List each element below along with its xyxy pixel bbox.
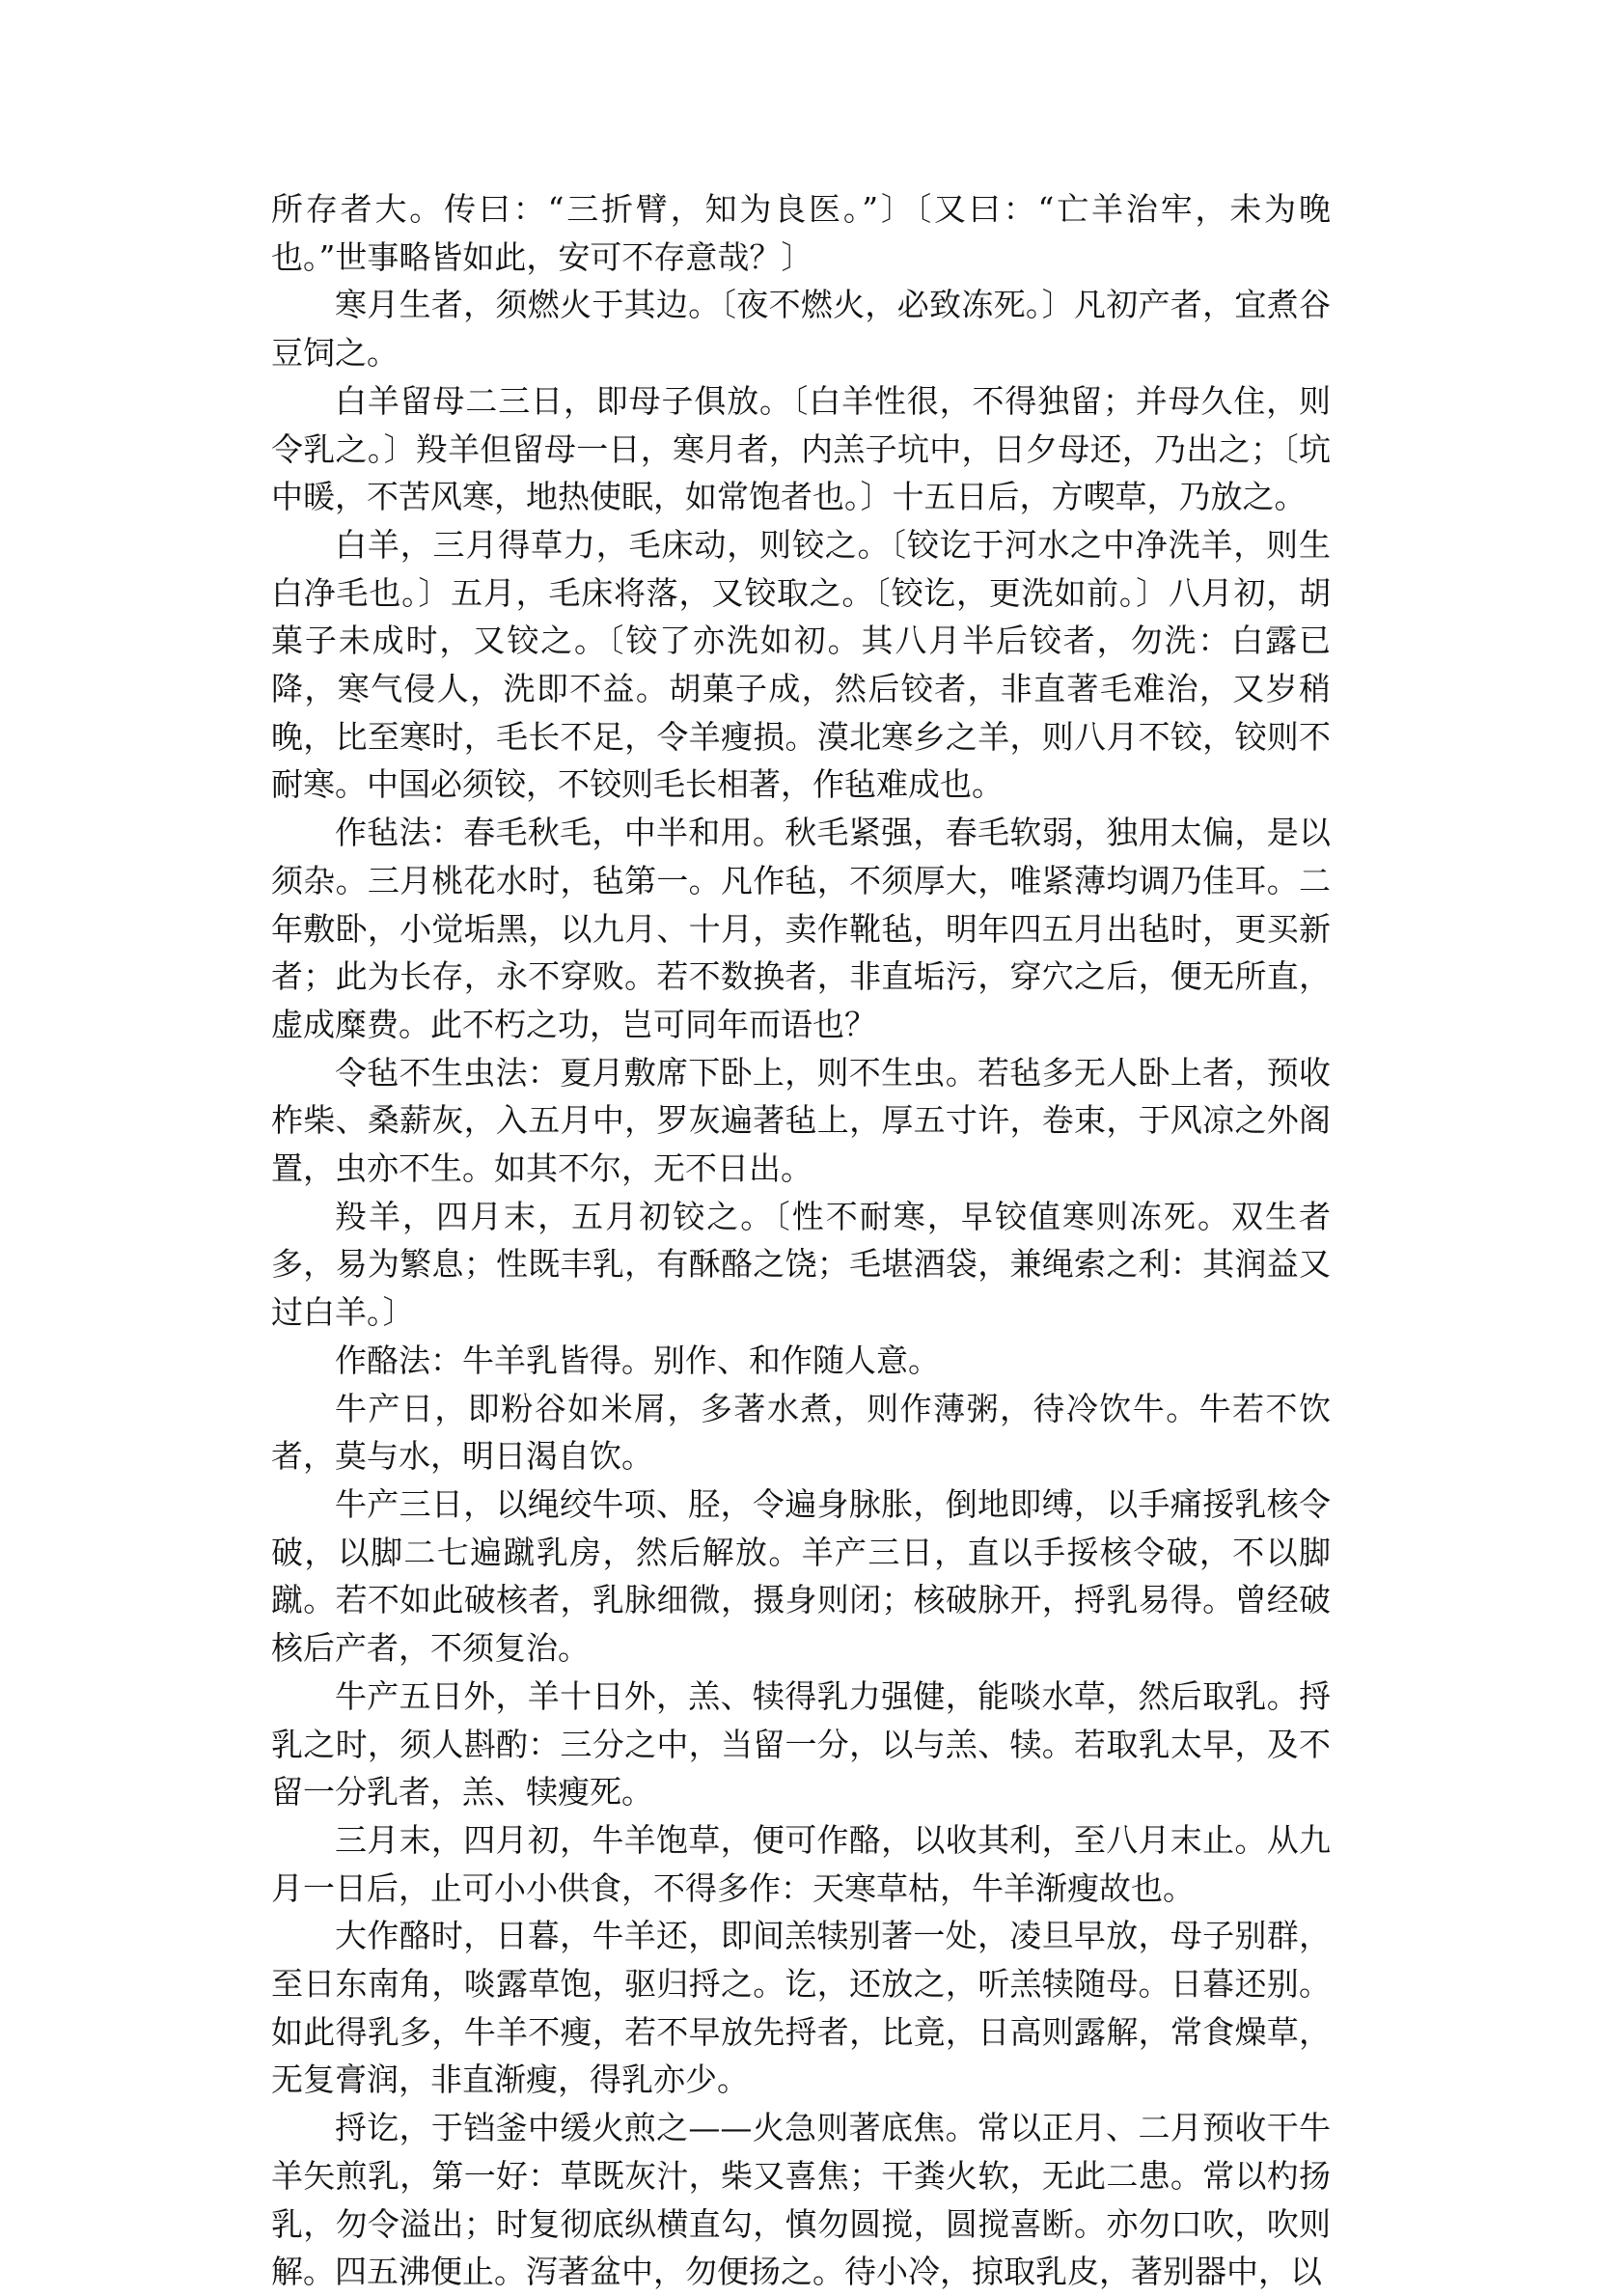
paragraph-5: 作毡法：春毛秋毛，中半和用。秋毛紧强，春毛软弱，独用太偏，是以须杂。三月桃花水时，毡第一。凡作毡，不须厚大，唯紧薄均调乃佳耳。二年敷卧，小觉垢黑，以九月、十月，卖作靴毡，明年四五月出毡时，更买新者；此为长存，永不穿败。若不数换者，非直垢污，穿穴之后，便无所直，虚成糜费。此不朽之功，岂可同年而语也？	[271, 814, 1331, 1043]
paragraph-11: 牛产五日外，羊十日外，羔、犊得乳力强健，能啖水草，然后取乳。捋乳之时，须人斟酌：三分之中，当留一分，以与羔、犊。若取乳太早，及不留一分乳者，羔、犊瘦死。	[271, 1676, 1331, 1812]
paragraph-7: 羖羊，四月末，五月初铰之。〔性不耐寒，早铰值寒则冻死。双生者多，易为繁息；性既丰乳，有酥酪之饶；毛堪酒袋，兼绳索之利：其润益又过白羊。〕	[271, 1197, 1331, 1332]
paragraph-6: 令毡不生虫法：夏月敷席下卧上，则不生虫。若毡多无人卧上者，预收柞柴、桑薪灰，入五月中，罗灰遍著毡上，厚五寸许，卷束，于风凉之外阁置，虫亦不生。如其不尔，无不日出。	[271, 1053, 1331, 1188]
paragraph-1: 所存者大。传曰：“三折臂，知为良医。”〕〔又曰：“亡羊治牢，未为晚也。”世事略皆如此，安可不存意哉？〕	[271, 190, 1331, 276]
paragraph-3: 白羊留母二三日，即母子俱放。〔白羊性很，不得独留；并母久住，则令乳之。〕羖羊但留母一日，寒月者，内羔子坑中，日夕母还，乃出之；〔坑中暖，不苦风寒，地热使眠，如常饱者也。〕十五日后，方喫草，乃放之。	[271, 381, 1331, 516]
paragraph-9: 牛产日，即粉谷如米屑，多著水煮，则作薄粥，待冷饮牛。牛若不饮者，莫与水，明日渴自饮。	[271, 1389, 1331, 1476]
paragraph-10: 牛产三日，以绳绞牛项、胫，令遍身脉胀，倒地即缚，以手痛挼乳核令破，以脚二七遍蹴乳房，然后解放。羊产三日，直以手挼核令破，不以脚蹴。若不如此破核者，乳脉细微，摄身则闭；核破脉开，捋乳易得。曾经破核后产者，不须复治。	[271, 1484, 1331, 1668]
paragraph-8: 作酪法：牛羊乳皆得。别作、和作随人意。	[335, 1341, 940, 1379]
paragraph-13: 大作酪时，日暮，牛羊还，即间羔犊别著一处，凌旦早放，母子别群，至日东南角，啖露草饱，驱归捋之。讫，还放之，听羔犊随母。日暮还别。如此得乳多，牛羊不瘦，若不早放先捋者，比竟，日高则露解，常食燥草，无复膏润，非直渐瘦，得乳亦少。	[271, 1917, 1331, 2099]
paragraph-4: 白羊，三月得草力，毛床动，则铰之。〔铰讫于河水之中净洗羊，则生白净毛也。〕五月，毛床将落，又铰取之。〔铰讫，更洗如前。〕八月初，胡菓子未成时，又铰之。〔铰了亦洗如初。其八月半后铰者，勿洗：白露已降，寒气侵人，洗即不益。胡菓子成，然后铰者，非直著毛难治，又岁稍晚，比至寒时，毛长不足，令羊瘦损。漠北寒乡之羊，则八月不铰，铰则不耐寒。中国必须铰，不铰则毛长相著，作毡难成也。	[271, 525, 1331, 804]
paragraph-12: 三月末，四月初，牛羊饱草，便可作酪，以收其利，至八月末止。从九月一日后，止可小小供食，不得多作：天寒草枯，牛羊渐瘦故也。	[271, 1820, 1331, 1907]
paragraph-2: 寒月生者，须燃火于其边。〔夜不燃火，必致冻死。〕凡初产者，宜煮谷豆饲之。	[271, 286, 1331, 373]
paragraph-14: 捋讫，于铛釜中缓火煎之——火急则著底焦。常以正月、二月预收干牛羊矢煎乳，第一好：草既灰汁，柴又喜焦；干粪火软，无此二患。常以杓扬乳，勿令溢出；时复彻底纵横直勾，慎勿圆搅，圆搅喜断。亦勿口吹，吹则解。四五沸便止。泻著盆中，勿便扬之。待小冷，掠取乳皮，著别器中，以	[271, 2109, 1331, 2291]
document-body	[271, 185, 1331, 2296]
